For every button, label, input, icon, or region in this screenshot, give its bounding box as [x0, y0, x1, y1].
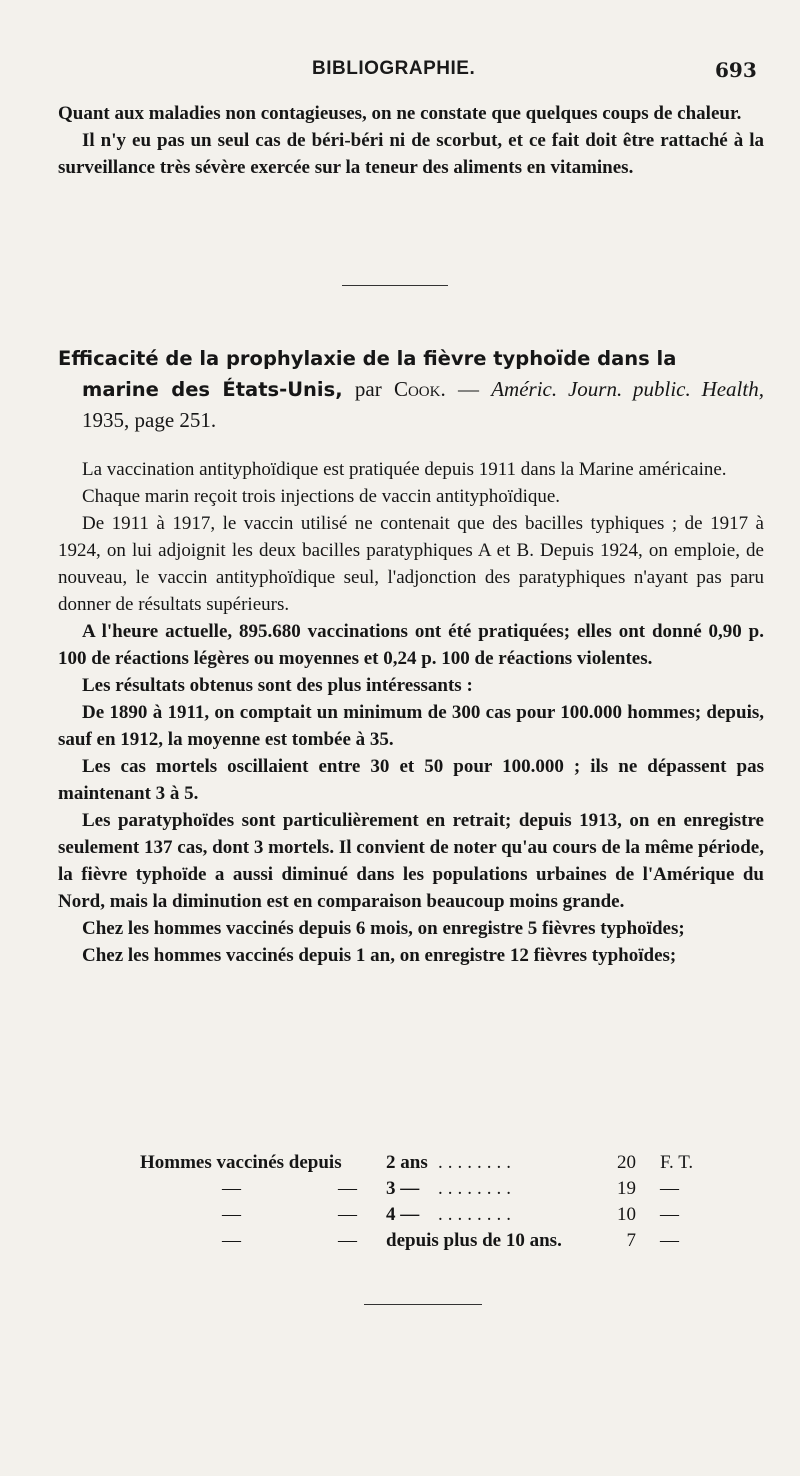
leader-dots: ........	[438, 1152, 516, 1173]
journal-year-page: 1935, page 251.	[82, 408, 217, 432]
row-value: depuis plus de 10 ans.	[386, 1230, 562, 1251]
intro-paragraph: Il n'y eu pas un seul cas de béri-béri ni de scorbut, et ce fait doit être rattaché à la surveillance très sévère exercée sur la teneur des aliments en vitamines.	[58, 130, 764, 178]
ditto-dash: —	[222, 1230, 241, 1251]
row-count: 19	[617, 1178, 636, 1199]
page-number: 693	[715, 58, 757, 82]
ditto-dash: —	[338, 1204, 357, 1225]
table-row	[140, 1204, 720, 1230]
row-unit: —	[660, 1204, 679, 1225]
vaccination-table	[140, 1152, 720, 1256]
ditto-dash: —	[338, 1178, 357, 1199]
row-value: 3 —	[386, 1178, 420, 1199]
leader-dots: ........	[438, 1204, 516, 1225]
running-head	[0, 58, 800, 86]
body-paragraph: De 1911 à 1917, le vaccin utilisé ne contenait que des bacilles typhiques ; de 1917 à 1924, on lui adjoignit les deux bacilles paratyphiques A et B. Depuis 1924, on emploie, de nouveau, le vaccin antityphoïdique seul, l'adjonction des paratyphiques n'ayant pas paru donner de résultats supérieurs.	[58, 513, 764, 615]
row-count: 20	[617, 1152, 636, 1173]
journal-name: Améric. Journ. public. Health,	[491, 377, 764, 401]
article-author: Cook.	[393, 377, 446, 401]
body-paragraph: De 1890 à 1911, on comptait un minimum de 300 cas pour 100.000 hommes; depuis, sauf en 1912, la moyenne est tombée à 35.	[58, 702, 764, 750]
running-title: BIBLIOGRAPHIE.	[312, 58, 476, 79]
row-value: 4 —	[386, 1204, 420, 1225]
end-rule	[364, 1304, 482, 1305]
heading-dash: —	[457, 377, 479, 401]
article-title-line2: marine des États-Unis,	[82, 378, 343, 401]
table-row	[140, 1152, 720, 1178]
body-paragraph: La vaccination antityphoïdique est pratiquée depuis 1911 dans la Marine américaine.	[82, 459, 727, 480]
row-count: 10	[617, 1204, 636, 1225]
section-divider	[342, 285, 448, 286]
table-row	[140, 1178, 720, 1204]
article-heading	[58, 343, 764, 435]
body-paragraph: Chez les hommes vaccinés depuis 6 mois, on enregistre 5 fièvres typhoïdes;	[82, 918, 685, 939]
body-paragraph: Les cas mortels oscillaient entre 30 et 50 pour 100.000 ; ils ne dépassent pas maintenant 3 à 5.	[58, 756, 764, 804]
intro-text	[58, 100, 764, 181]
author-prefix: par	[354, 377, 382, 401]
row-count: 7	[626, 1230, 636, 1251]
leader-dots: ........	[438, 1178, 516, 1199]
body-paragraph: Les résultats obtenus sont des plus intéressants :	[82, 675, 473, 696]
row-value: 2 ans	[386, 1152, 428, 1173]
ditto-dash: —	[338, 1230, 357, 1251]
table-row	[140, 1230, 720, 1256]
intro-paragraph: Quant aux maladies non contagieuses, on ne constate que quelques coups de chaleur.	[58, 103, 742, 124]
row-label: Hommes vaccinés depuis	[140, 1152, 342, 1173]
ditto-dash: —	[222, 1204, 241, 1225]
body-paragraph: A l'heure actuelle, 895.680 vaccinations ont été pratiquées; elles ont donné 0,90 p. 100 de réactions légères ou moyennes et 0,24 p. 100 de réactions violentes.	[58, 621, 764, 669]
article-title-line1: Efficacité de la prophylaxie de la fièvre typhoïde dans la	[58, 347, 677, 370]
row-unit: F. T.	[660, 1152, 694, 1173]
article-body	[58, 456, 764, 969]
row-unit: —	[660, 1178, 679, 1199]
ditto-dash: —	[222, 1178, 241, 1199]
body-paragraph: Les paratyphoïdes sont particulièrement en retrait; depuis 1913, on en enregistre seulement 137 cas, dont 3 mortels. Il convient de noter qu'au cours de la même période, la fièvre typhoïde a aussi diminué dans les populations urbaines de l'Amérique du Nord, mais la diminution est en comparaison beaucoup moins grande.	[58, 810, 764, 912]
body-paragraph: Chez les hommes vaccinés depuis 1 an, on enregistre 12 fièvres typhoïdes;	[82, 945, 677, 966]
body-paragraph: Chaque marin reçoit trois injections de vaccin antityphoïdique.	[82, 486, 561, 507]
row-unit: —	[660, 1230, 679, 1251]
